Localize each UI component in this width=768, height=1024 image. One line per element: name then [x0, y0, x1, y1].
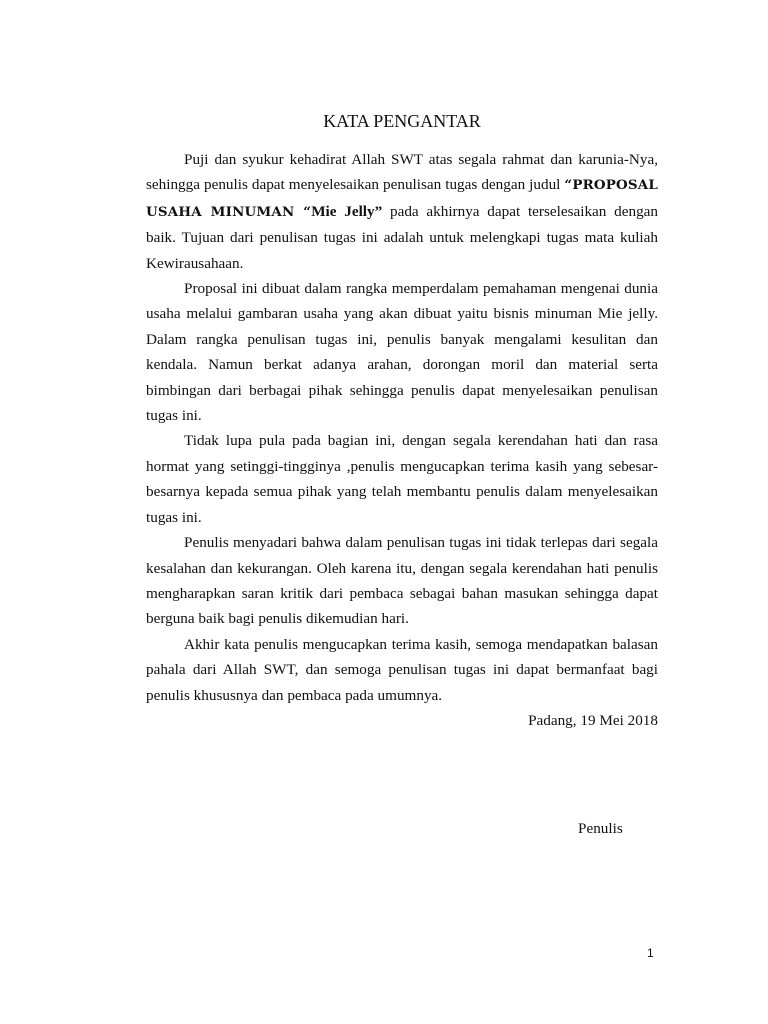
- paragraph-4: Penulis menyadari bahwa dalam penulisan tugas ini tidak terlepas dari segala kesalahan dan kekurangan. Oleh karena itu, dengan segala kerendahan hati penulis mengharapkan saran kritik dari pembaca sebagai bahan masukan sehingga dapat berguna baik bagi penulis dikemudian hari.: [146, 534, 658, 628]
- paragraph-5: Akhir kata penulis mengucapkan terima kasih, semoga mendapatkan balasan pahala dari Allah SWT, dan semoga penulisan tugas ini dapat bermanfaat bagi penulis khususnya dan pembaca pada umumnya.: [146, 635, 658, 704]
- paragraph-2: Proposal ini dibuat dalam rangka memperdalam pemahaman mengenai dunia usaha melalui gambaran usaha yang akan dibuat yaitu bisnis minuman Mie jelly. Dalam rangka penulisan tugas ini, penulis banyak mengalami kesulitan dan kendala. Namun berkat adanya arahan, dorongan moril dan material serta bimbingan dari berbagai pihak sehingga penulis dapat menyelesaikan penulisan tugas ini.: [146, 280, 658, 425]
- paragraph-1: [146, 147, 658, 276]
- paragraph-1-intro: Puji dan syukur kehadirat Allah SWT atas segala rahmat dan karunia-Nya, sehingga penulis dapat menyelesaikan penulisan tugas dengan judul: [146, 151, 658, 194]
- signature-label: Penulis: [578, 820, 623, 837]
- paragraph-3: Tidak lupa pula pada bagian ini, dengan segala kerendahan hati dan rasa hormat yang setinggi-tingginya ,penulis mengucapkan terima kasih yang sebesar-besarnya kepada semua pihak yang telah membantu penulis dalam menyelesaikan tugas ini.: [146, 432, 658, 526]
- proposal-title-bold: “PROPOSAL USAHA MINUMAN “: [146, 177, 658, 220]
- product-name-bold: Mie Jelly”: [311, 202, 383, 220]
- document-body: [146, 110, 658, 733]
- page-number: 1: [647, 946, 654, 960]
- date-line: Padang, 19 Mei 2018: [528, 711, 658, 729]
- page-title: KATA PENGANTAR: [323, 111, 481, 131]
- paragraph-1-rest: pada akhirnya dapat terselesaikan dengan baik. Tujuan dari penulisan tugas ini adalah untuk melengkapi tugas mata kuliah Kewirausahaan.: [146, 202, 658, 272]
